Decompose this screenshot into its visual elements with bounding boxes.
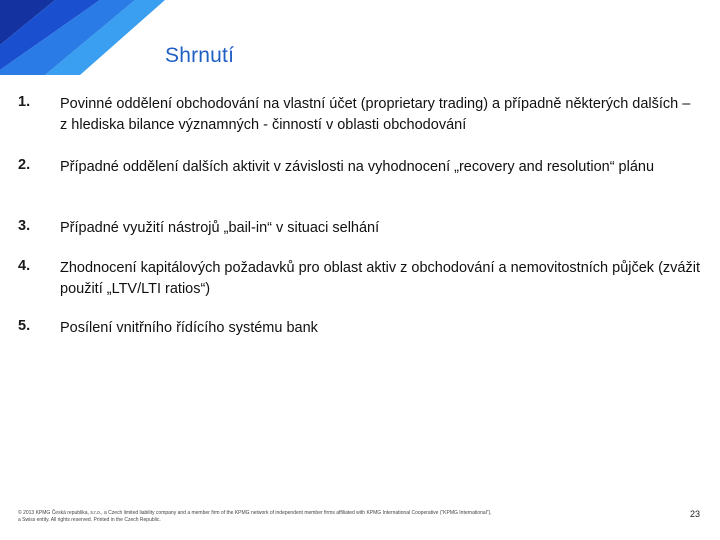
item-text: Povinné oddělení obchodování na vlastní účet (proprietary trading) a případně některých dalších – z hlediska bilance významných - činností v oblasti obchodování — [60, 96, 691, 133]
item-number: 2. — [18, 157, 31, 173]
header-decoration — [0, 0, 170, 75]
copyright-footer — [18, 510, 578, 524]
item-text: Případné oddělení dalších aktivit v závislosti na vyhodnocení „recovery and resolution“ plánu — [60, 159, 655, 175]
page-number: 23 — [690, 509, 701, 519]
page-title: Shrnutí — [165, 44, 235, 67]
item-text: Posílení vnitřního řídícího systému bank — [60, 320, 318, 336]
copyright-line: © 2013 KPMG Česká republika, s.r.o., a Czech limited liability company and a member firm of the KPMG network of independent member firms affiliated with KPMG International Cooperative (“KPMG International”), — [18, 510, 492, 516]
item-number: 1. — [18, 94, 31, 110]
item-number: 4. — [18, 258, 31, 274]
item-number: 5. — [18, 318, 31, 334]
copyright-line: a Swiss entity. All rights reserved. Printed in the Czech Republic. — [18, 517, 161, 523]
item-number: 3. — [18, 218, 31, 234]
item-text: Zhodnocení kapitálových požadavků pro oblast aktiv z obchodování a nemovitostních půjček (zvážit použití „LTV/LTI ratios“) — [60, 260, 700, 297]
item-text: Případné využití nástrojů „bail-in“ v situaci selhání — [60, 220, 380, 236]
